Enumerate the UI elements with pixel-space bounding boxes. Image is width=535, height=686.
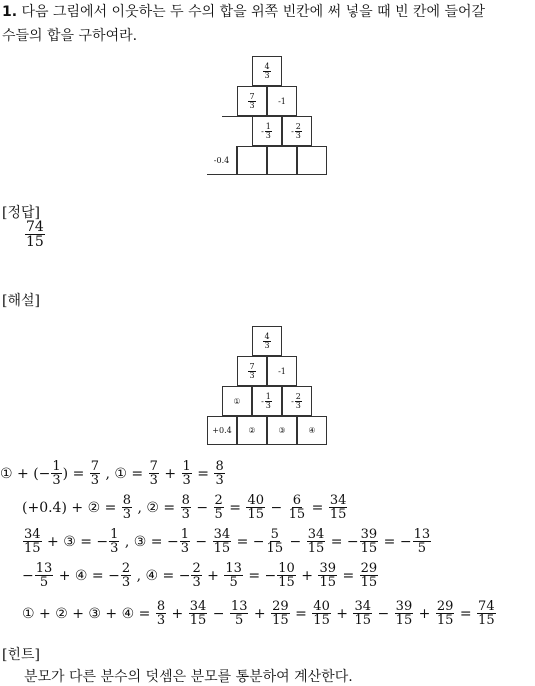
cell-row4-b (237, 146, 267, 175)
hint-label: [힌트] (2, 647, 40, 663)
solution-eq-2: (+0.4) + ② = $\frac{8}{3}$ , ② = $\frac{8}{3}$ − $\frac{2}{5}$ = $\frac{40}{15}$ − $\frac{6}{15}$ = $\frac{34}{15}$ (22, 493, 347, 522)
cell-row3-b: - $\frac{2}{3}$ (282, 116, 312, 146)
question-line-2: 수들의 합을 구하여라. (2, 28, 138, 44)
solution-label: [해설] (2, 293, 40, 309)
sol-cell-row4-first: +0.4 (207, 416, 237, 445)
sol-cell-top: $\frac{4}{3}$ (252, 326, 282, 356)
sol-cell-row2-left: $\frac{7}{3}$ (237, 356, 267, 386)
solution-eq-5: ① + ② + ③ + ④ = $\frac{8}{3}$ + $\frac{34}{15}$ − $\frac{13}{5}$ + $\frac{29}{15}$ = $\frac{40}{15}$ + $\frac{34}{15}$ − $\frac{39}{15}$ + $\frac{29}{15}$ = $\frac{74}{15}$ (22, 599, 495, 628)
sol-cell-circle-3: ③ (267, 416, 297, 445)
cell-row4-first: -0.4 (207, 146, 237, 175)
solution-eq-1: ① + (− $\frac{1}{3}$ ) = $\frac{7}{3}$ , ① = $\frac{7}{3}$ + $\frac{1}{3}$ = $\frac{8}{3}$ (0, 459, 224, 488)
cell-top: $\frac{4}{3}$ (252, 56, 282, 86)
question (2, 0, 532, 48)
cell-row4-c (267, 146, 297, 175)
sol-cell-circle-2: ② (237, 416, 267, 445)
hint-text: 분모가 다른 분수의 덧셈은 분모를 통분하여 계산한다. (24, 669, 353, 685)
sol-cell-row3-a: - $\frac{1}{3}$ (252, 386, 282, 416)
cell-row3-a: - $\frac{1}{3}$ (252, 116, 282, 146)
answer-label: [정답] (2, 205, 40, 221)
sol-cell-circle-4: ④ (297, 416, 327, 445)
solution-eq-3: $\frac{34}{15}$ + ③ = − $\frac{1}{3}$ , ③ = − $\frac{1}{3}$ − $\frac{34}{15}$ = − $\frac{5}{15}$ − $\frac{34}{15}$ = − $\frac{39}{15}$ = − $\frac{13}{5}$ (24, 527, 431, 556)
sol-cell-row3-b: - $\frac{2}{3}$ (282, 386, 312, 416)
sol-cell-circle-1: ① (222, 386, 252, 416)
cell-row4-d (297, 146, 327, 175)
solution-eq-4: − $\frac{13}{5}$ + ④ = − $\frac{2}{3}$ , ④ = − $\frac{2}{3}$ + $\frac{13}{5}$ = − $\frac{10}{15}$ + $\frac{39}{15}$ = $\frac{29}{15}$ (22, 561, 378, 590)
answer-value: $\frac{74}{15}$ (26, 219, 44, 250)
sol-cell-row2-right: -1 (267, 356, 297, 386)
cell-row2-left: $\frac{7}{3}$ (237, 86, 267, 116)
question-line-1: 1. 다음 그림에서 이웃하는 두 수의 합을 위쪽 빈칸에 써 넣을 때 빈 칸에 들어갈 (2, 4, 486, 20)
question-number: 1. (2, 4, 18, 20)
cell-row2-right: -1 (267, 86, 297, 116)
